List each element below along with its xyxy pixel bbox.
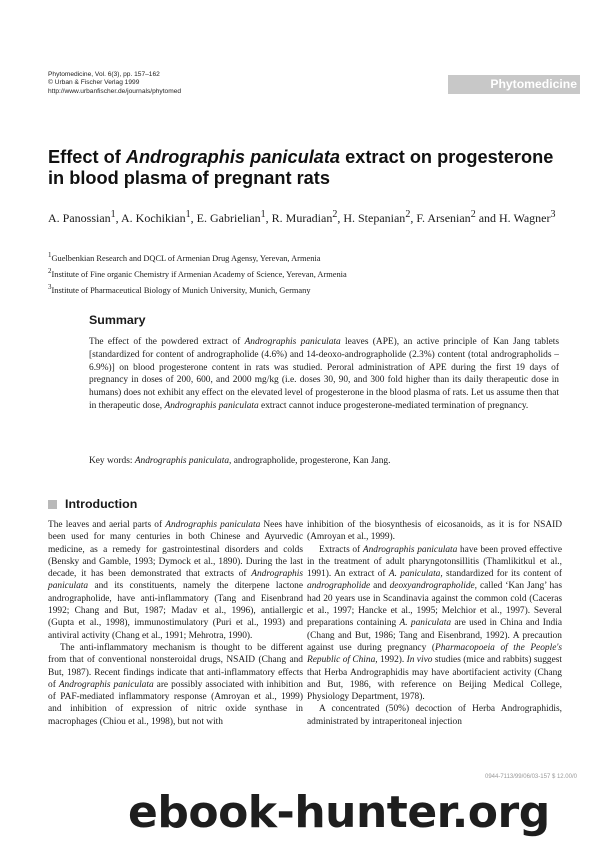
intro-paragraph <box>48 519 303 642</box>
species: Andrographis paniculata <box>362 544 458 555</box>
author: A. Panossian <box>48 211 111 225</box>
keywords-label: Key words: <box>89 456 135 466</box>
compound: deoxyandrographolide, <box>389 581 478 592</box>
term: In vivo <box>406 655 433 666</box>
text: Extracts of <box>319 544 363 555</box>
text: The leaves and aerial parts of <box>48 520 166 530</box>
author: , H. Stepanian <box>337 211 406 225</box>
text: are possibly associated with inhibition of PAF-mediated inflammatory response (Amroyan et al., 1999) and inhibition of expression of nitric oxide synthase in macrophages (Chiou et al., 1998), but not with <box>48 679 303 727</box>
text: and its constituents, namely the diterpene lactone andrographolide, have anti-inflammatory (Tang and Eisenbrand 1992; Chang and But, 1987; Madav et al., 1996), antiallergic (Gupta et al., 1998), immunostimulatory (Puri et al., 1993) and antiviral activity (Chang et al., 1991; Mehrotra, 1990). <box>48 581 303 641</box>
citation-url[interactable]: http://www.urbanfischer.de/journals/phytomed <box>48 87 182 95</box>
affiliation-ref: 3 <box>550 209 556 220</box>
text: called ‘Kan Jang’ has had 20 years use in Scandinavia against the common cold (Caceras et al., 1997; Hancke et al., 1995; Melchior et al., 1997). Several preparations containing <box>307 581 562 629</box>
keywords-rest: , andrographolide, progesterone, Kan Jang. <box>229 456 391 466</box>
affiliation-2 <box>48 265 568 281</box>
citation-publisher: © Urban & Fischer Verlag 1999 <box>48 79 140 87</box>
article-title <box>48 147 568 189</box>
summary-part: The effect of the powdered extract of <box>89 337 245 347</box>
author: , E. Gabrielian <box>190 211 261 225</box>
affiliation-num: 2 <box>48 267 52 275</box>
title-text-2: extract on progesterone in blood plasma of pregnant rats <box>48 147 554 188</box>
affiliation-text: Institute of Fine organic Chemistry if Armenian Academy of Science, Yerevan, Armenia <box>51 269 347 279</box>
affiliation-text: Guelbenkian Research and DQCL of Armenian Drug Agensy, Yerevan, Armenia <box>51 253 321 263</box>
text: Nees have been used for many centuries in both Chinese and Ayurvedic medicine, as a remedy for gastrointestinal disorders and colds (Bensky and Gamble, 1993; Dymock et al., 1890). During the last decade, it has been demonstrated that extracts of <box>48 520 303 580</box>
summary-part: extract cannot induce progesterone-mediated termination of pregnancy. <box>258 400 529 411</box>
species: Andrographis paniculata <box>58 679 154 690</box>
author: , A. Kochikian <box>115 211 186 225</box>
text: The anti-inflammatory mechanism is thought to be different from that of conventional nonsteroidal drugs, NSAID (Chang and But, 1987). Recent findings indicate that anti-inflammatory effects of <box>48 642 303 690</box>
affiliation-1 <box>48 249 568 265</box>
intro-column-right <box>307 519 562 728</box>
affiliation-ref: 1 <box>260 209 266 220</box>
author: and H. Wagner <box>475 211 551 225</box>
citation-volume: Phytomedicine, Vol. 6(3), pp. 157–162 <box>48 71 160 78</box>
species: Andrographis paniculata <box>48 569 303 592</box>
text: standardized for its content of <box>442 569 562 580</box>
text: and <box>370 581 390 592</box>
affiliation-num: 3 <box>48 283 52 291</box>
author-list <box>48 207 568 227</box>
species: A. paniculata, <box>388 569 443 580</box>
keywords <box>89 455 559 468</box>
reference-title: Pharmacopoeia of the People's Republic of China, <box>307 642 563 666</box>
introduction-heading: Introduction <box>65 497 138 511</box>
affiliation-num: 1 <box>48 251 52 259</box>
compound: andrographolide <box>307 581 371 592</box>
summary-part: leaves (APE), an active principle of Kan Jang tablets [standardized for content of andrographolide (4.6%) and 14-deoxo-andrographolide (2.3%) content (total andrographolids – 6.9%)] on blood progesterone content in rats was studied. Peroral administration of APE during the first 19 days of pregnancy in doses of 200, 600, and 2000 mg/kg (i.e. doses 30, 90, and 300 fold higher than its daily therapeutic dose in humans) does not exhibit any effect on the elevated level of progesterone in the blood plasma of rats. Let us assume then that in therapeutic dose, <box>89 337 560 411</box>
text: studies (mice and rabbits) suggest that Herba Andrographidis may have abortifacient activity (Chang and But, 1986, with reference on Beijing Medical College, Physiology Department, 1978). <box>307 655 563 703</box>
title-species: Andrographis paniculata <box>125 147 341 167</box>
affiliation-3 <box>48 281 568 297</box>
species: Andrographis paniculata <box>165 520 261 530</box>
summary-species: Andrographis paniculata <box>164 400 259 411</box>
intro-paragraph: inhibition of the biosynthesis of eicosanoids, as it is for NSAID (Amroyan et al., 1999). <box>307 520 562 543</box>
intro-paragraph <box>307 544 562 704</box>
affiliation-text: Institute of Pharmaceutical Biology of Munich University, Munich, Germany <box>51 285 311 295</box>
species: A. paniculata <box>399 618 452 629</box>
affiliation-ref: 1 <box>185 209 191 220</box>
title-text-1: Effect of <box>48 147 126 167</box>
affiliation-ref: 2 <box>470 209 476 220</box>
affiliation-ref: 2 <box>332 209 338 220</box>
author: , F. Arsenian <box>410 211 471 225</box>
summary-text <box>89 336 559 413</box>
watermark: ebook-hunter.org <box>128 787 550 838</box>
issn-code: 0944-7113/99/06/03-157 $ 12.00/0 <box>485 774 577 780</box>
section-marker <box>48 500 57 509</box>
author: , R. Muradian <box>265 211 333 225</box>
intro-paragraph <box>48 642 303 728</box>
affiliations <box>48 249 568 297</box>
text: are used in China and India (Chang and But, 1986; Tang and Eisenbrand, 1992). A precaution against use during pregnancy ( <box>307 618 562 653</box>
journal-citation <box>48 71 181 96</box>
intro-paragraph: A concentrated (50%) decoction of Herba Andrographidis, administrated by intraperitoneal injection <box>307 704 562 727</box>
summary-species: Andrographis paniculata <box>244 337 341 347</box>
affiliation-ref: 2 <box>405 209 411 220</box>
text: 1992). <box>377 655 407 666</box>
keyword-species: Andrographis paniculata <box>134 456 230 466</box>
text: have been proved effective in the treatment of adult pharyngotonsillitis (Thamlikitkul et al., 1991). An extract of <box>307 544 563 580</box>
affiliation-ref: 1 <box>110 209 116 220</box>
intro-column-left <box>48 519 303 728</box>
journal-logo: Phytomedicine <box>448 75 580 94</box>
summary-heading: Summary <box>89 313 146 327</box>
